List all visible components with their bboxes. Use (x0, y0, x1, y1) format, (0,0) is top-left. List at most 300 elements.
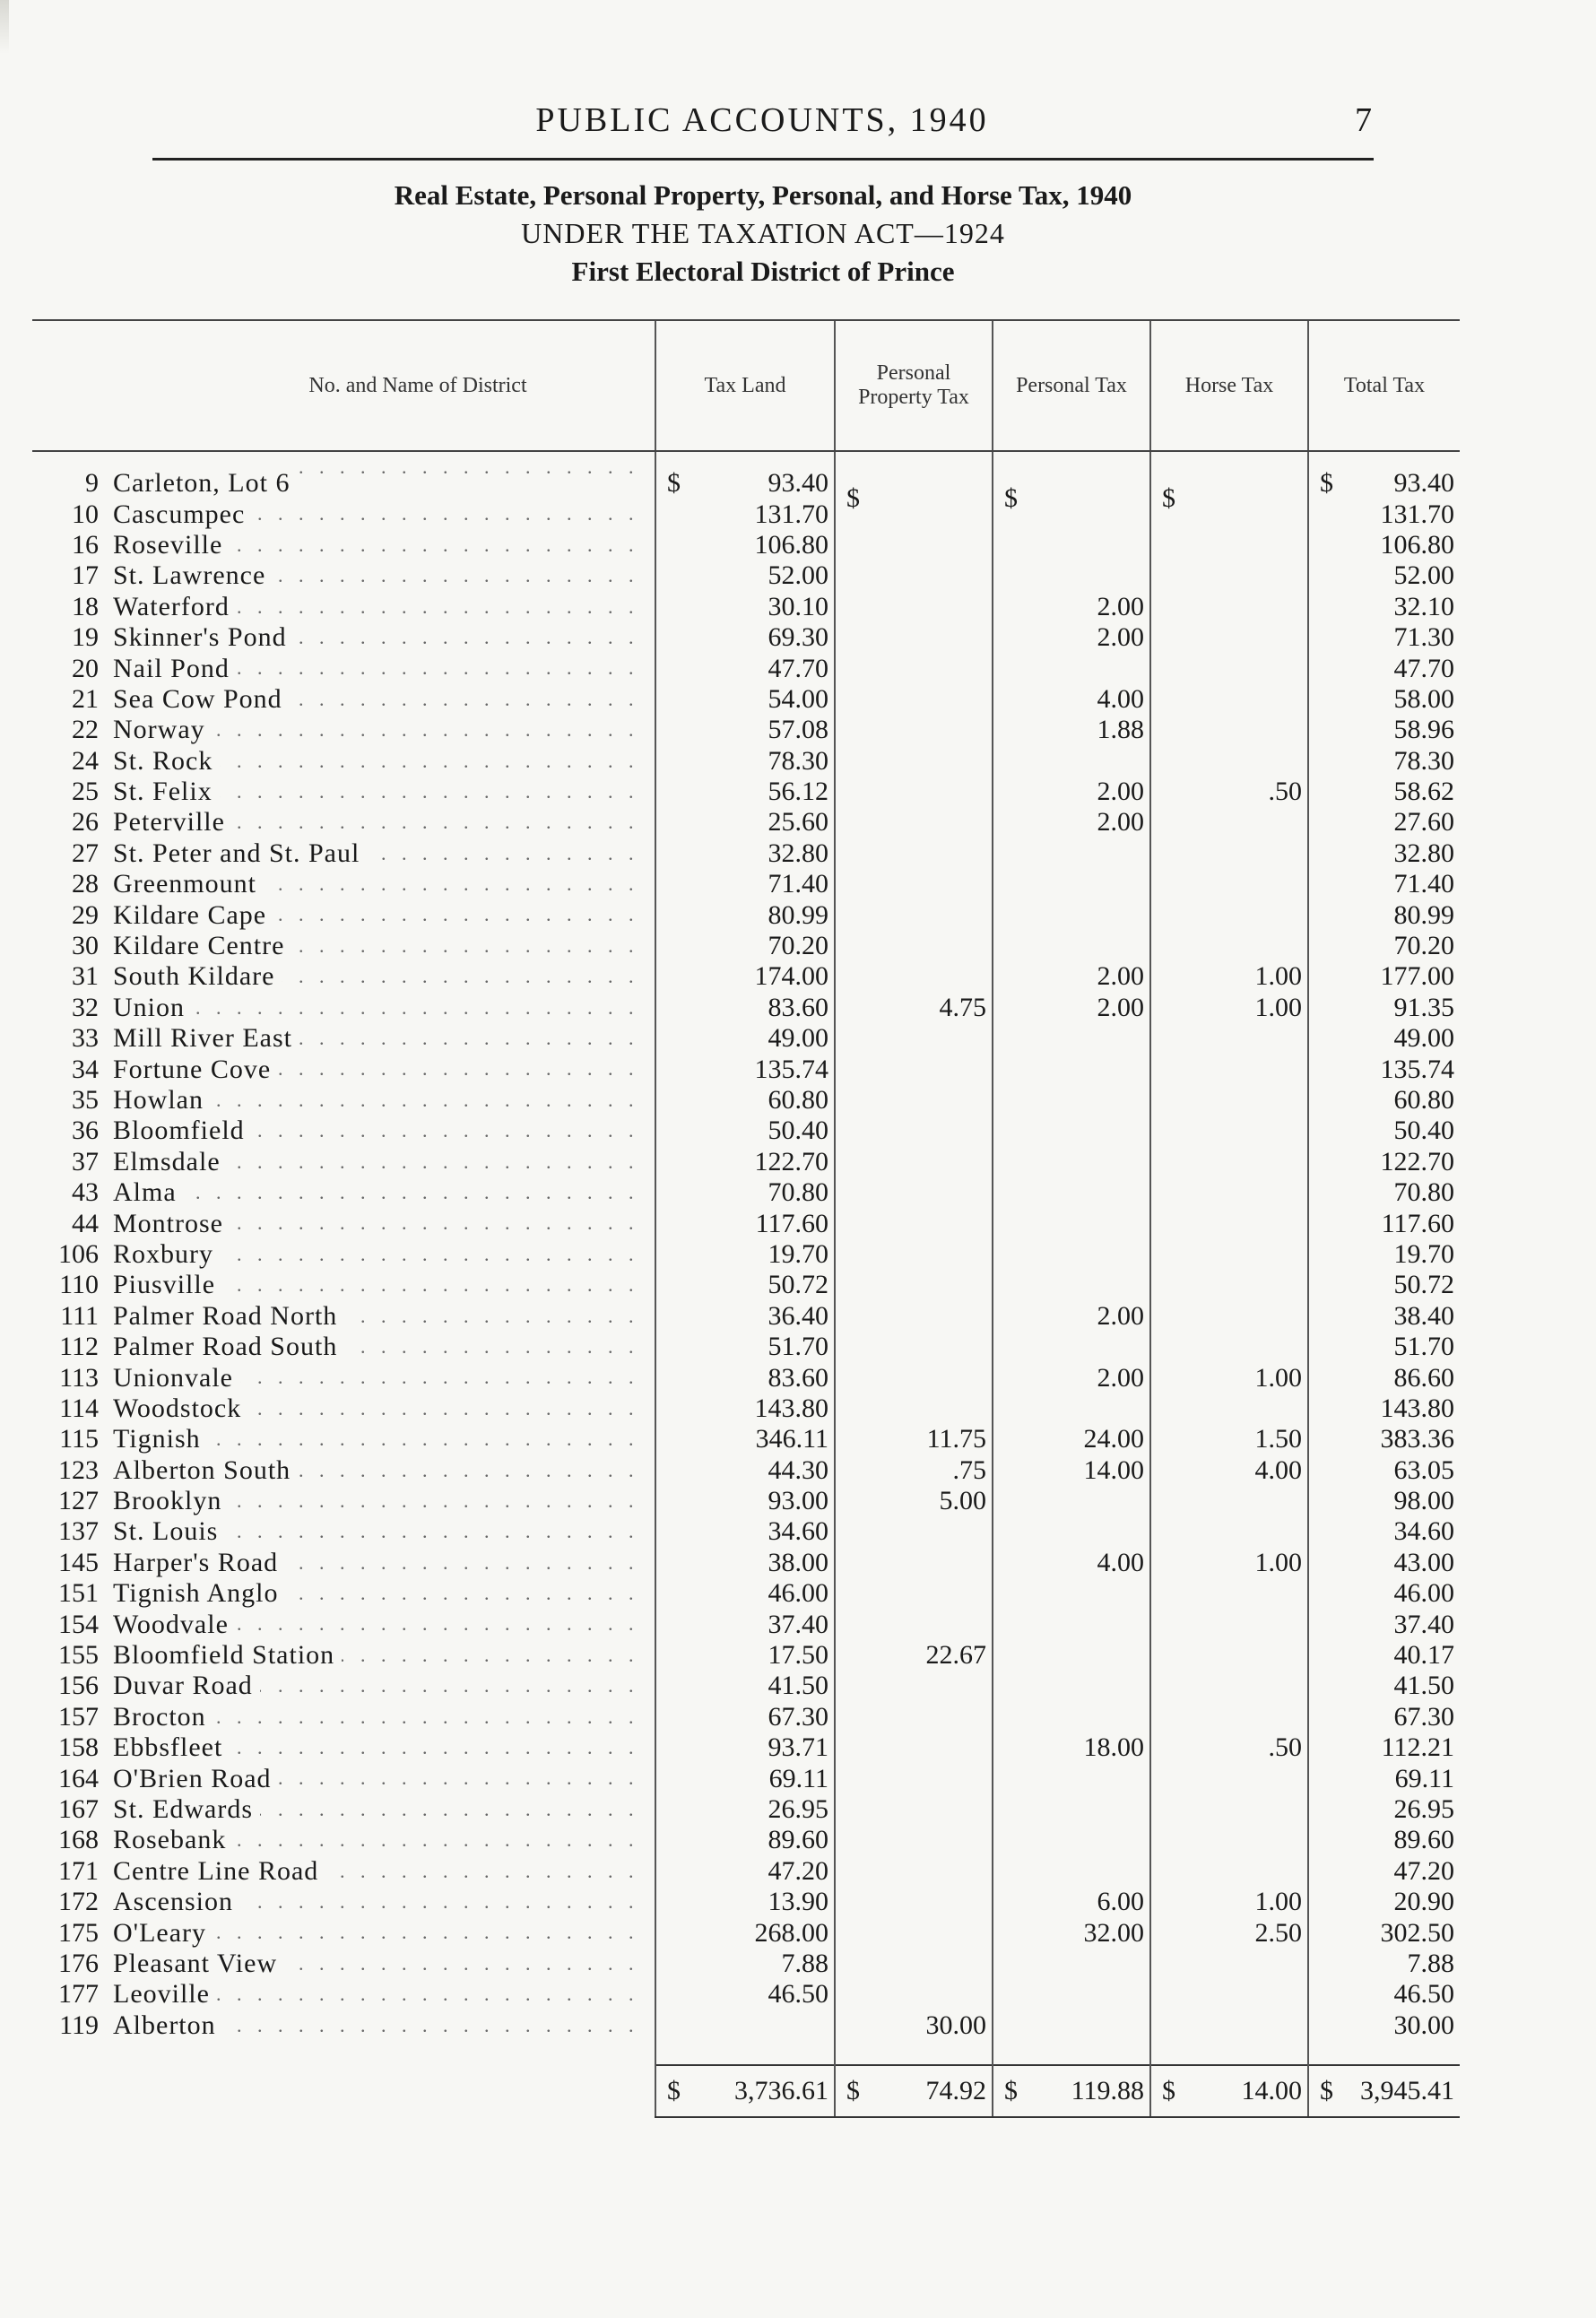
table-row (32, 1516, 1460, 1547)
property-value (835, 1393, 993, 1424)
district-number: 30 (72, 931, 99, 961)
table-row (32, 1702, 1460, 1732)
district-number: 167 (58, 1793, 99, 1824)
currency-sign: $ (1162, 483, 1175, 514)
personal-value (993, 1949, 1150, 1979)
total-value: 71.40 (1308, 869, 1460, 899)
district-number: 114 (59, 1393, 99, 1423)
district-name: Woodstock (113, 1393, 248, 1423)
district-name-cell (113, 1455, 655, 1486)
district-name: St. Peter and St. Paul (113, 838, 367, 868)
total-value: 177.00 (1308, 961, 1460, 992)
horse-value (1150, 653, 1308, 683)
property-value (835, 1825, 993, 1855)
property-value (835, 1239, 993, 1270)
personal-value: 4.00 (993, 684, 1150, 715)
table-row (32, 1362, 1460, 1393)
district-name: Peterville (113, 807, 232, 837)
district-name-cell (113, 2010, 655, 2041)
horse-value (1150, 1763, 1308, 1793)
horse-value (1150, 2010, 1308, 2041)
district-number: 33 (72, 1023, 99, 1054)
property-value: .75 (835, 1455, 993, 1486)
district-name: Bloomfield (113, 1116, 252, 1145)
table-row (32, 899, 1460, 930)
table-row (32, 560, 1460, 591)
land-value: 30.10 (655, 592, 835, 622)
personal-value (993, 1702, 1150, 1732)
district-name: Brocton (113, 1702, 213, 1732)
property-value (835, 869, 993, 899)
page-edge-shadow (0, 0, 9, 54)
district-name: Waterford (113, 592, 237, 621)
total-horse: $ 14.00 (1150, 2065, 1308, 2117)
land-value: 37.40 (655, 1609, 835, 1639)
land-value: 46.50 (655, 1979, 835, 2010)
horse-value (1150, 1301, 1308, 1332)
table-row (32, 777, 1460, 807)
district-name-cell (113, 1332, 655, 1362)
header-horse-tax: Horse Tax (1150, 320, 1308, 451)
horse-value: 1.00 (1150, 993, 1308, 1023)
horse-value (1150, 1671, 1308, 1701)
total-value: 38.40 (1308, 1301, 1460, 1332)
total-value: 131.70 (1308, 499, 1460, 529)
district-name: Fortune Cove (113, 1055, 278, 1084)
district-number: 115 (59, 1424, 99, 1454)
district-name-cell (113, 899, 655, 930)
property-value (835, 451, 993, 514)
land-value: 47.20 (655, 1856, 835, 1887)
district-name-cell (113, 1856, 655, 1887)
district-name: Norway (113, 715, 213, 744)
table-row (32, 1825, 1460, 1855)
district-name-cell (113, 838, 655, 869)
district-number: 172 (58, 1887, 99, 1917)
land-value: 34.60 (655, 1516, 835, 1547)
district-name-cell (113, 592, 655, 622)
total-value: 46.00 (1308, 1578, 1460, 1609)
horse-value (1150, 1486, 1308, 1516)
district-name-cell (113, 1116, 655, 1146)
property-value (835, 653, 993, 683)
district-name: Elmsdale (113, 1147, 228, 1176)
district-number: 164 (58, 1763, 99, 1793)
personal-value (993, 1979, 1150, 2010)
district-name-cell (113, 451, 655, 499)
property-value (835, 592, 993, 622)
table-row (32, 1578, 1460, 1609)
total-value: 122.70 (1308, 1147, 1460, 1177)
land-value: 117.60 (655, 1208, 835, 1238)
personal-value: 6.00 (993, 1887, 1150, 1917)
district-number: 20 (72, 653, 99, 683)
personal-value: 32.00 (993, 1917, 1150, 1948)
property-value (835, 1023, 993, 1054)
total-total: $ 3,945.41 (1308, 2065, 1460, 2117)
property-value (835, 1732, 993, 1763)
personal-value (993, 1856, 1150, 1887)
district-name: Alma (113, 1177, 184, 1207)
total-value: 40.17 (1308, 1640, 1460, 1671)
personal-value (993, 1208, 1150, 1238)
total-value: 43.00 (1308, 1548, 1460, 1578)
district-name-cell (113, 1825, 655, 1855)
property-value (835, 1116, 993, 1146)
horse-value (1150, 1609, 1308, 1639)
land-value (655, 2010, 835, 2041)
property-value (835, 560, 993, 591)
header-personal-tax: Personal Tax (993, 320, 1150, 451)
land-value: 122.70 (655, 1147, 835, 1177)
land-value: 106.80 (655, 530, 835, 560)
totals-row (32, 2065, 1460, 2117)
total-value: 78.30 (1308, 746, 1460, 777)
total-value: $ 93.40 (1308, 451, 1460, 499)
horse-value (1150, 838, 1308, 869)
district-name-cell (113, 1578, 655, 1609)
land-value: 83.60 (655, 1362, 835, 1393)
property-value (835, 1702, 993, 1732)
personal-value (993, 1578, 1150, 1609)
total-value: 51.70 (1308, 1332, 1460, 1362)
district-name: Union (113, 993, 192, 1022)
district-name-cell (113, 1794, 655, 1825)
table-row (32, 1147, 1460, 1177)
horse-value (1150, 1578, 1308, 1609)
personal-value (993, 838, 1150, 869)
district-name-cell (113, 1147, 655, 1177)
district-name-cell (113, 1486, 655, 1516)
property-value: 22.67 (835, 1640, 993, 1671)
table-row (32, 1270, 1460, 1300)
horse-value (1150, 1856, 1308, 1887)
horse-value (1150, 1794, 1308, 1825)
table-row (32, 530, 1460, 560)
total-value: 50.40 (1308, 1116, 1460, 1146)
property-value: 30.00 (835, 2010, 993, 2041)
property-value (835, 838, 993, 869)
table-row (32, 622, 1460, 653)
total-value: 19.70 (1308, 1239, 1460, 1270)
property-value (835, 1887, 993, 1917)
district-name-cell (113, 1887, 655, 1917)
district-name: St. Edwards (113, 1794, 260, 1824)
header-district: No. and Name of District (113, 320, 655, 451)
property-value (835, 499, 993, 529)
title-line-3: First Electoral District of Prince (571, 256, 955, 287)
table-row (32, 869, 1460, 899)
horse-value (1150, 560, 1308, 591)
personal-value (993, 499, 1150, 529)
total-value: 70.80 (1308, 1177, 1460, 1208)
header-personal-property-tax: Personal Property Tax (835, 320, 993, 451)
table-row (32, 1917, 1460, 1948)
land-value: 268.00 (655, 1917, 835, 1948)
land-value: 80.99 (655, 899, 835, 930)
land-value: 346.11 (655, 1424, 835, 1454)
table-row (32, 1301, 1460, 1332)
table-row (32, 1794, 1460, 1825)
personal-value (993, 1825, 1150, 1855)
total-value: 26.95 (1308, 1794, 1460, 1825)
district-number: 32 (72, 992, 99, 1022)
land-value: 17.50 (655, 1640, 835, 1671)
property-value (835, 1362, 993, 1393)
personal-value (993, 560, 1150, 591)
horse-value (1150, 807, 1308, 838)
personal-value (993, 1332, 1150, 1362)
horse-value (1150, 1702, 1308, 1732)
personal-value (993, 1609, 1150, 1639)
total-value: 37.40 (1308, 1609, 1460, 1639)
land-value: 38.00 (655, 1548, 835, 1578)
personal-value (993, 451, 1150, 514)
total-value: 383.36 (1308, 1424, 1460, 1454)
district-name-cell (113, 1362, 655, 1393)
table-row (32, 1548, 1460, 1578)
property-value (835, 1856, 993, 1887)
total-property: $ 74.92 (835, 2065, 993, 2117)
property-value (835, 1332, 993, 1362)
personal-value: 14.00 (993, 1455, 1150, 1486)
horse-value: 1.50 (1150, 1424, 1308, 1454)
district-name: Roseville (113, 530, 230, 560)
district-name-cell (113, 622, 655, 653)
district-name: St. Rock (113, 746, 220, 776)
district-number: 156 (58, 1671, 99, 1701)
horse-value: 1.00 (1150, 1548, 1308, 1578)
district-number: 168 (58, 1825, 99, 1855)
property-value (835, 1609, 993, 1639)
land-value: 78.30 (655, 746, 835, 777)
district-name-cell (113, 560, 655, 591)
district-number: 145 (58, 1547, 99, 1577)
district-name-cell (113, 1763, 655, 1793)
total-value: 32.80 (1308, 838, 1460, 869)
personal-value (993, 746, 1150, 777)
district-number: 9 (85, 468, 99, 499)
district-name-cell (113, 777, 655, 807)
land-value: 135.74 (655, 1054, 835, 1084)
horse-value (1150, 1949, 1308, 1979)
land-value: 51.70 (655, 1332, 835, 1362)
table-row (32, 1979, 1460, 2010)
total-value: 49.00 (1308, 1023, 1460, 1054)
total-value: 63.05 (1308, 1455, 1460, 1486)
personal-value: 2.00 (993, 592, 1150, 622)
personal-value (993, 1516, 1150, 1547)
horse-value: 1.00 (1150, 1887, 1308, 1917)
personal-value: 1.88 (993, 715, 1150, 745)
district-name-cell (113, 807, 655, 838)
district-name-cell (113, 1054, 655, 1084)
district-number: 123 (58, 1454, 99, 1485)
land-value: 56.12 (655, 777, 835, 807)
header-no (32, 320, 113, 451)
table-row (32, 684, 1460, 715)
dot-leader (113, 1177, 642, 1208)
horse-value (1150, 622, 1308, 653)
district-name-cell (113, 931, 655, 961)
header-tax-land: Tax Land (655, 320, 835, 451)
land-value: 36.40 (655, 1301, 835, 1332)
running-title: PUBLIC ACCOUNTS, 1940 (535, 101, 989, 139)
table-row (32, 653, 1460, 683)
table-row (32, 838, 1460, 869)
personal-value (993, 1023, 1150, 1054)
total-value: 67.30 (1308, 1702, 1460, 1732)
table-row (32, 1239, 1460, 1270)
property-value (835, 1301, 993, 1332)
district-name-cell (113, 653, 655, 683)
total-value: 91.35 (1308, 993, 1460, 1023)
district-name: Tignish Anglo (113, 1578, 285, 1608)
horse-value (1150, 1085, 1308, 1116)
total-value: 302.50 (1308, 1917, 1460, 1948)
table-body (32, 451, 1460, 2041)
personal-value: 2.00 (993, 961, 1150, 992)
district-name: Alberton (113, 2010, 223, 2040)
district-number: 37 (72, 1146, 99, 1176)
district-name: Cascumpec (113, 499, 252, 529)
property-value (835, 1208, 993, 1238)
land-value: 54.00 (655, 684, 835, 715)
district-name-cell (113, 1671, 655, 1701)
land-value: 89.60 (655, 1825, 835, 1855)
spacer-row (32, 2041, 1460, 2065)
district-number: 22 (72, 715, 99, 745)
district-number: 137 (58, 1516, 99, 1547)
district-name-cell (113, 961, 655, 992)
land-value: 46.00 (655, 1578, 835, 1609)
district-name: Centre Line Road (113, 1856, 325, 1886)
district-number: 175 (58, 1917, 99, 1948)
property-value (835, 1085, 993, 1116)
district-name-cell (113, 1640, 655, 1671)
total-value: 41.50 (1308, 1671, 1460, 1701)
horse-value: 2.50 (1150, 1917, 1308, 1948)
district-number: 10 (72, 499, 99, 529)
land-value: 83.60 (655, 993, 835, 1023)
total-value: 32.10 (1308, 592, 1460, 622)
personal-value: 2.00 (993, 807, 1150, 838)
horse-value (1150, 530, 1308, 560)
personal-value: 2.00 (993, 622, 1150, 653)
table-row (32, 1949, 1460, 1979)
header-total-tax: Total Tax (1308, 320, 1460, 451)
personal-value (993, 1640, 1150, 1671)
district-name-cell (113, 1424, 655, 1454)
table-row (32, 961, 1460, 992)
land-value: 26.95 (655, 1794, 835, 1825)
horse-value (1150, 715, 1308, 745)
total-value: 112.21 (1308, 1732, 1460, 1763)
table-titles (152, 179, 1374, 288)
district-number: 29 (72, 899, 99, 930)
district-name: Howlan (113, 1085, 211, 1115)
table-row (32, 1732, 1460, 1763)
property-value (835, 1548, 993, 1578)
district-number: 158 (58, 1732, 99, 1763)
district-number: 18 (72, 591, 99, 621)
property-value (835, 1177, 993, 1208)
total-value: 47.70 (1308, 653, 1460, 683)
district-name: Nail Pond (113, 654, 237, 683)
personal-value: 4.00 (993, 1548, 1150, 1578)
table-row (32, 1424, 1460, 1454)
property-value (835, 1054, 993, 1084)
land-value: 49.00 (655, 1023, 835, 1054)
district-name-cell (113, 1023, 655, 1054)
horse-value (1150, 1239, 1308, 1270)
horse-value (1150, 451, 1308, 514)
table-row (32, 1332, 1460, 1362)
property-value (835, 1979, 993, 2010)
district-name: Alberton South (113, 1455, 298, 1485)
table-row (32, 451, 1460, 499)
property-value: 4.75 (835, 993, 993, 1023)
horse-value (1150, 499, 1308, 529)
horse-value: .50 (1150, 1732, 1308, 1763)
personal-value (993, 1085, 1150, 1116)
total-value: 143.80 (1308, 1393, 1460, 1424)
district-name-cell (113, 869, 655, 899)
land-value: 7.88 (655, 1949, 835, 1979)
property-value (835, 622, 993, 653)
district-name: Kildare Centre (113, 931, 291, 960)
district-name-cell (113, 1732, 655, 1763)
table-row (32, 1393, 1460, 1424)
district-number: 127 (58, 1486, 99, 1516)
district-number: 44 (72, 1208, 99, 1238)
tax-table (32, 319, 1460, 2118)
district-name: St. Louis (113, 1516, 225, 1546)
horse-value (1150, 1516, 1308, 1547)
total-value: 50.72 (1308, 1270, 1460, 1300)
table-row (32, 1208, 1460, 1238)
district-number: 27 (72, 838, 99, 868)
property-value (835, 807, 993, 838)
table-row (32, 1640, 1460, 1671)
personal-value (993, 2010, 1150, 2041)
property-value (835, 1516, 993, 1547)
district-name-cell (113, 1239, 655, 1270)
district-name: Palmer Road North (113, 1301, 344, 1331)
horse-value (1150, 1116, 1308, 1146)
personal-value (993, 931, 1150, 961)
district-number: 112 (59, 1332, 99, 1362)
district-name: Ebbsfleet (113, 1732, 230, 1762)
personal-value (993, 530, 1150, 560)
district-name: Woodvale (113, 1610, 236, 1639)
district-name-cell (113, 530, 655, 560)
property-value (835, 931, 993, 961)
land-value: 32.80 (655, 838, 835, 869)
district-number: 26 (72, 807, 99, 838)
district-number: 21 (72, 683, 99, 714)
table-row (32, 1177, 1460, 1208)
table-row (32, 592, 1460, 622)
district-number: 154 (58, 1609, 99, 1639)
land-value: 19.70 (655, 1239, 835, 1270)
land-value: 47.70 (655, 653, 835, 683)
table-row (32, 1856, 1460, 1887)
district-name-cell (113, 746, 655, 777)
table-row (32, 931, 1460, 961)
district-number: 25 (72, 777, 99, 807)
property-value (835, 961, 993, 992)
